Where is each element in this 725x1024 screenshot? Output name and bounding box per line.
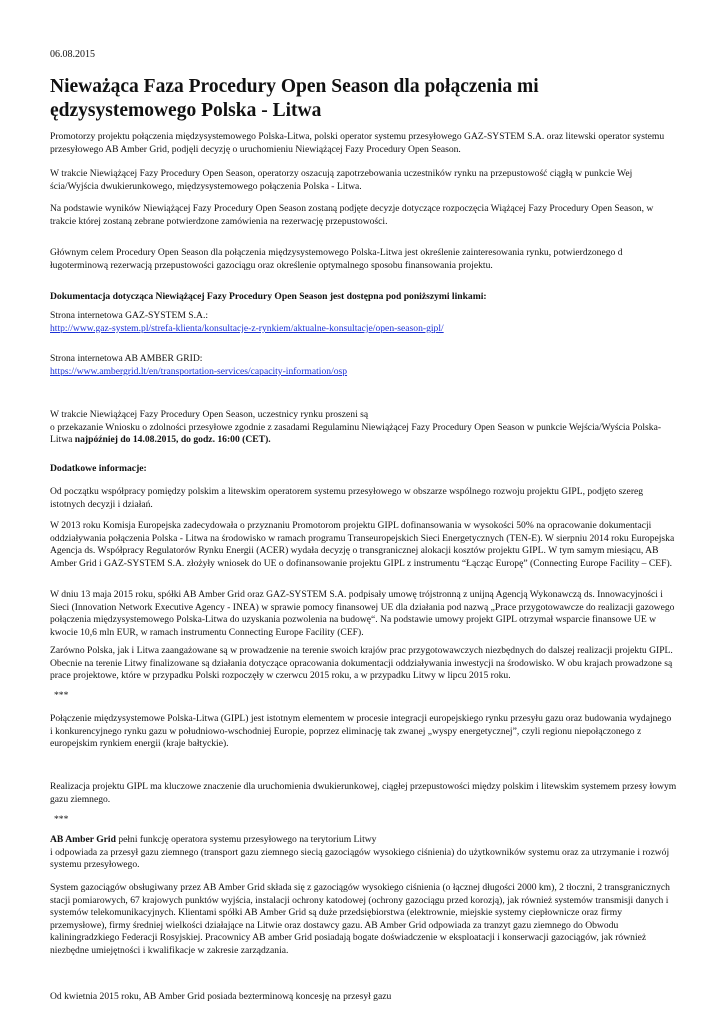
document-date: 06.08.2015 bbox=[50, 49, 95, 60]
page-title: Nieważąca Faza Procedury Open Season dla połączenia mi ędzysystemowego Polska - Litwa bbox=[50, 76, 539, 121]
paragraph-main-goal: Głównym celem Procedury Open Season dla połączenia międzysystemowego Polska-Litwa jest określenie zainteresowania rynku, potwierdzonego d ługoterminową rezerwacją przepustowości gazociągu oraz określenie optymalnego sposobu finansowania projektu. bbox=[50, 247, 623, 271]
paragraph-realization: Realizacja projektu GIPL ma kluczowe znaczenie dla uruchomienia dwukierunkowej, ciągłej przepustowości między polskim i litewskim systemem przesy łowym gazu ziemnego. bbox=[50, 781, 677, 805]
gaz-system-link-block bbox=[50, 310, 680, 335]
paragraph-pipeline-system: System gazociągów obsługiwany przez AB Amber Grid składa się z gazociągów wysokiego ciśnienia (o łącznej długości 2000 km), 2 tłoczni, 2 transgranicznych stacji pomiarowych, 67 krajowych punktów wyjścia, instalacji ochrony katodowej (ochrony gazociągu przed korozją), jak również systemów transmisji danych i systemów telekomunikacyjnych. Klientami spółki AB Amber Grid są duże przedsiębiorstwa (elektrownie, miejskie systemy ciepłownicze oraz firmy przemysłowe), firmy średniej wielkości działające na Litwie oraz dostawcy gazu. AB Amber Grid odpowiada za tranzyt gazu ziemnego do Obwodu kaliningradzkiego Federacji Rosyjskiej. Pracownicy AB amber Grid posiadają bogate doświadczenie w eksploatacji i konserwacji gazociągów, jak również niezbędne umiejętności i kwalifikacje w zakresie zarządzania. bbox=[50, 882, 670, 956]
gaz-system-link[interactable]: http://www.gaz-system.pl/strefa-klienta/konsultacje-z-rynkiem/aktualne-konsultacje/open-season-gipl/ bbox=[50, 322, 444, 334]
integration-line-1: Połączenie międzysystemowe Polska-Litwa (GIPL) jest istotnym elementem w procesie integracji europejskiego rynku przesyłu gazu oraz budowania wydajnego bbox=[50, 713, 672, 724]
paragraph-preparations: Zarówno Polska, jak i Litwa zaangażowane są w prowadzenie na terenie swoich krajów prac przygotowawczych niezbędnych do dalszej realizacji projektu GIPL. Obecnie na terenie Litwy finalizowane są działania dotyczące opracowania dokumentacji oddziaływania inwestycji na środowisko. W obu krajach prowadzone są prace projektowe, które w przypadku Polski rozpoczęły w czerwcu 2015 roku, a w przypadku Litwy w lipcu 2015 roku. bbox=[50, 645, 673, 682]
deadline-line-2 bbox=[50, 422, 680, 447]
paragraph-2013: W 2013 roku Komisja Europejska zadecydowała o przyznaniu Promotorom projektu GIPL dofinansowania w wysokości 50% na opracowanie dokumentacji oddziaływania połączenia Polska - Litwa na środowisko w ramach programu Transeuropejskich Sieci Energetycznych (TEN-E). W sierpniu 2014 roku Europejska Agencja ds. Współpracy Regulatorów Rynku Energii (ACER) wydała decyzję o transgranicznej alokacji kosztów projektu GIPL. W tym samym miesiącu, AB Amber Grid i GAZ-SYSTEM S.A. złożyły wniosek do UE o dofinansowanie projektu GIPL z instrumentu “Łącząc Europę” (Connecting Europe Facility – CEF). bbox=[50, 520, 675, 569]
paragraph-integration bbox=[50, 713, 680, 751]
integration-line-2: i konkurencyjnego rynku gazu w południowo-wschodniej Europie, poprzez eliminację tak zwanej „wyspy energetycznej”, czyli regionu niepołączonego z europejskim rynkiem energii (kraje bałtyckie). bbox=[50, 725, 642, 750]
amber-grid-link[interactable]: https://www.ambergrid.lt/en/transportation-services/capacity-information/osp bbox=[50, 365, 348, 377]
paragraph-deadline bbox=[50, 409, 680, 447]
paragraph-license: Od kwietnia 2015 roku, AB Amber Grid posiada bezterminową koncesję na przesył gazu bbox=[50, 991, 392, 1002]
additional-info-heading: Dodatkowe informacje: bbox=[50, 463, 147, 474]
deadline-text: o przekazanie Wniosku o zdolności przesyłowe zgodnie z zasadami Regulaminu Niewiążącej Fazy Procedury Open Season w punkcie Wejścia/Wyścia Polska-Litwa bbox=[50, 421, 662, 446]
paragraph-results: Na podstawie wyników Niewiążącej Fazy Procedury Open Season zostaną podjęte decyzje dotyczące rozpoczęcia Wiążącej Fazy Procedury Open Season, w trakcie której zostaną zebrane potwierdzone zamówienia na rezerwację przepustowości. bbox=[50, 203, 654, 227]
amber-grid-role: pełni funkcję operatora systemu przesyłowego na terytorium Litwy bbox=[115, 834, 377, 845]
gaz-system-label: Strona internetowa GAZ-SYSTEM S.A.: bbox=[50, 310, 209, 321]
paragraph-intro: Promotorzy projektu połączenia międzysystemowego Polska-Litwa, polski operator systemu przesyłowego GAZ-SYSTEM S.A. oraz litewski operator systemu przesyłowego AB Amber Grid, podjęli decyzję o uruchomieniu Niewiążącej Fazy Procedury Open Season. bbox=[50, 131, 665, 155]
amber-grid-line-2: i odpowiada za przesył gazu ziemnego (transport gazu ziemnego siecią gazociągów wysokiego ciśnienia) do użytkowników systemu oraz za utrzymanie i rozwój systemu przesyłowego. bbox=[50, 846, 670, 871]
separator-stars: *** bbox=[54, 690, 69, 701]
paragraph-may-2015: W dniu 13 maja 2015 roku, spółki AB Amber Grid oraz GAZ-SYSTEM S.A. podpisały umowę trójstronną z unijną Agencją Wykonawczą ds. Innowacyjności i Sieci (Innovation Network Executive Agency - INEA) w sprawie pomocy finansowej UE dla działania pod nazwą „Prace przygotowawcze do realizacji gazowego połączenia międzysystemowego Polska-Litwa do uzyskania pozwolenia na budowę“. Na podstawie umowy projekt GIPL otrzymał wsparcie finansowe UE w kwocie 10,6 mln EUR, w ramach instrumentu Connecting Europe Facility (CEF). bbox=[50, 589, 675, 638]
paragraph-cooperation: Od początku współpracy pomiędzy polskim a litewskim operatorem systemu przesyłowego w obszarze wspólnego rozwoju projektu GIPL, podjęto szereg istotnych decyzji i działań. bbox=[50, 486, 644, 510]
amber-grid-label: Strona internetowa AB AMBER GRID: bbox=[50, 353, 203, 364]
separator-stars: *** bbox=[54, 814, 69, 825]
paragraph-amber-grid bbox=[50, 834, 680, 872]
paragraph-assessment: W trakcie Niewiążącej Fazy Procedury Open Season, operatorzy oszacują zapotrzebowania uczestników rynku na przepustowość ciągłą w punkcie Wej ścia/Wyjścia dwukierunkowego, międzysystemowego połączenia Polska - Litwa. bbox=[50, 168, 633, 192]
amber-grid-line-1 bbox=[50, 834, 680, 847]
amber-grid-name: AB Amber Grid bbox=[50, 834, 116, 845]
amber-grid-link-block bbox=[50, 353, 680, 378]
deadline-line-1: W trakcie Niewiążącej Fazy Procedury Open Season, uczestnicy rynku proszeni są bbox=[50, 409, 369, 420]
deadline-date: najpóźniej do 14.08.2015, do godz. 16:00 (CET). bbox=[74, 434, 271, 446]
documentation-heading: Dokumentacja dotycząca Niewiążącej Fazy Procedury Open Season jest dostępna pod poniższymi linkami: bbox=[50, 291, 487, 302]
